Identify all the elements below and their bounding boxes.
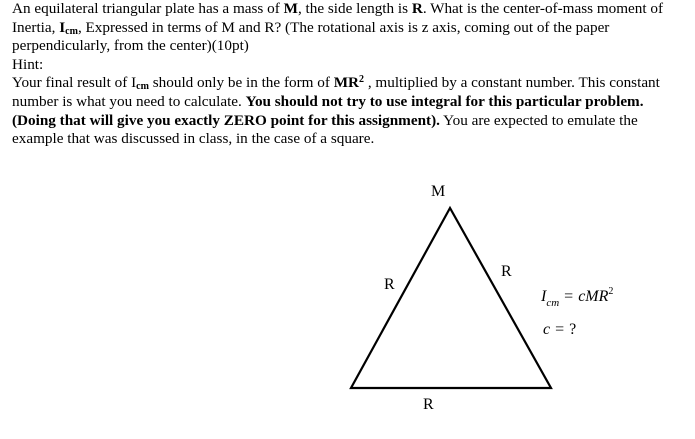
formula-squared: 2 [608,286,614,297]
formula-c-symbol: c [543,321,551,338]
inertia-symbol: I [59,18,66,36]
formula-question: ? [569,321,577,338]
statement-text: An equilateral triangular plate has a mass of [12,0,284,17]
formula-icm [541,286,614,309]
bottom-side-label: R [423,396,434,413]
statement-text: , the side length is [297,0,412,17]
mr-superscript: 2 [359,74,365,86]
hint-warning: You should not try to use integral for this particular problem. (Doing that will give you exactly ZERO point for this assignment). [12,92,644,129]
hint-segment: Your final result of I [12,74,137,92]
formula-cmr: cMR [578,288,609,305]
vertex-label-m: M [431,183,446,200]
hint-segment: , multiplied by a constant number. This constant number is what you need to calculate. [12,74,660,110]
formula-i: I [541,288,547,305]
hint-subscript: cm [136,81,149,93]
mr-symbol: MR [333,74,360,92]
side-symbol: R [411,0,423,17]
equilateral-triangle [351,208,551,388]
hint-label: Hint: [12,55,44,73]
formula-cm-subscript: cm [546,297,560,309]
hint-segment: should only be in the form of [148,74,334,92]
hint-segment: You are expected to emulate the example that was discussed in class, in the case of a square. [12,111,638,148]
mass-symbol: M [283,0,298,17]
formula-equals: = [555,321,565,338]
statement-text: . What is the center-of-mass moment of Inertia, [12,0,664,36]
statement-text: , Expressed in terms of M and R? (The rotational axis is z axis, coming out of the paper perpendicularly, from the center)(10pt) [12,18,610,55]
formula-equals: = [564,288,574,305]
formula-c [543,321,576,339]
left-side-label: R [384,276,395,293]
inertia-subscript: cm [65,25,78,37]
right-side-label: R [501,263,512,280]
